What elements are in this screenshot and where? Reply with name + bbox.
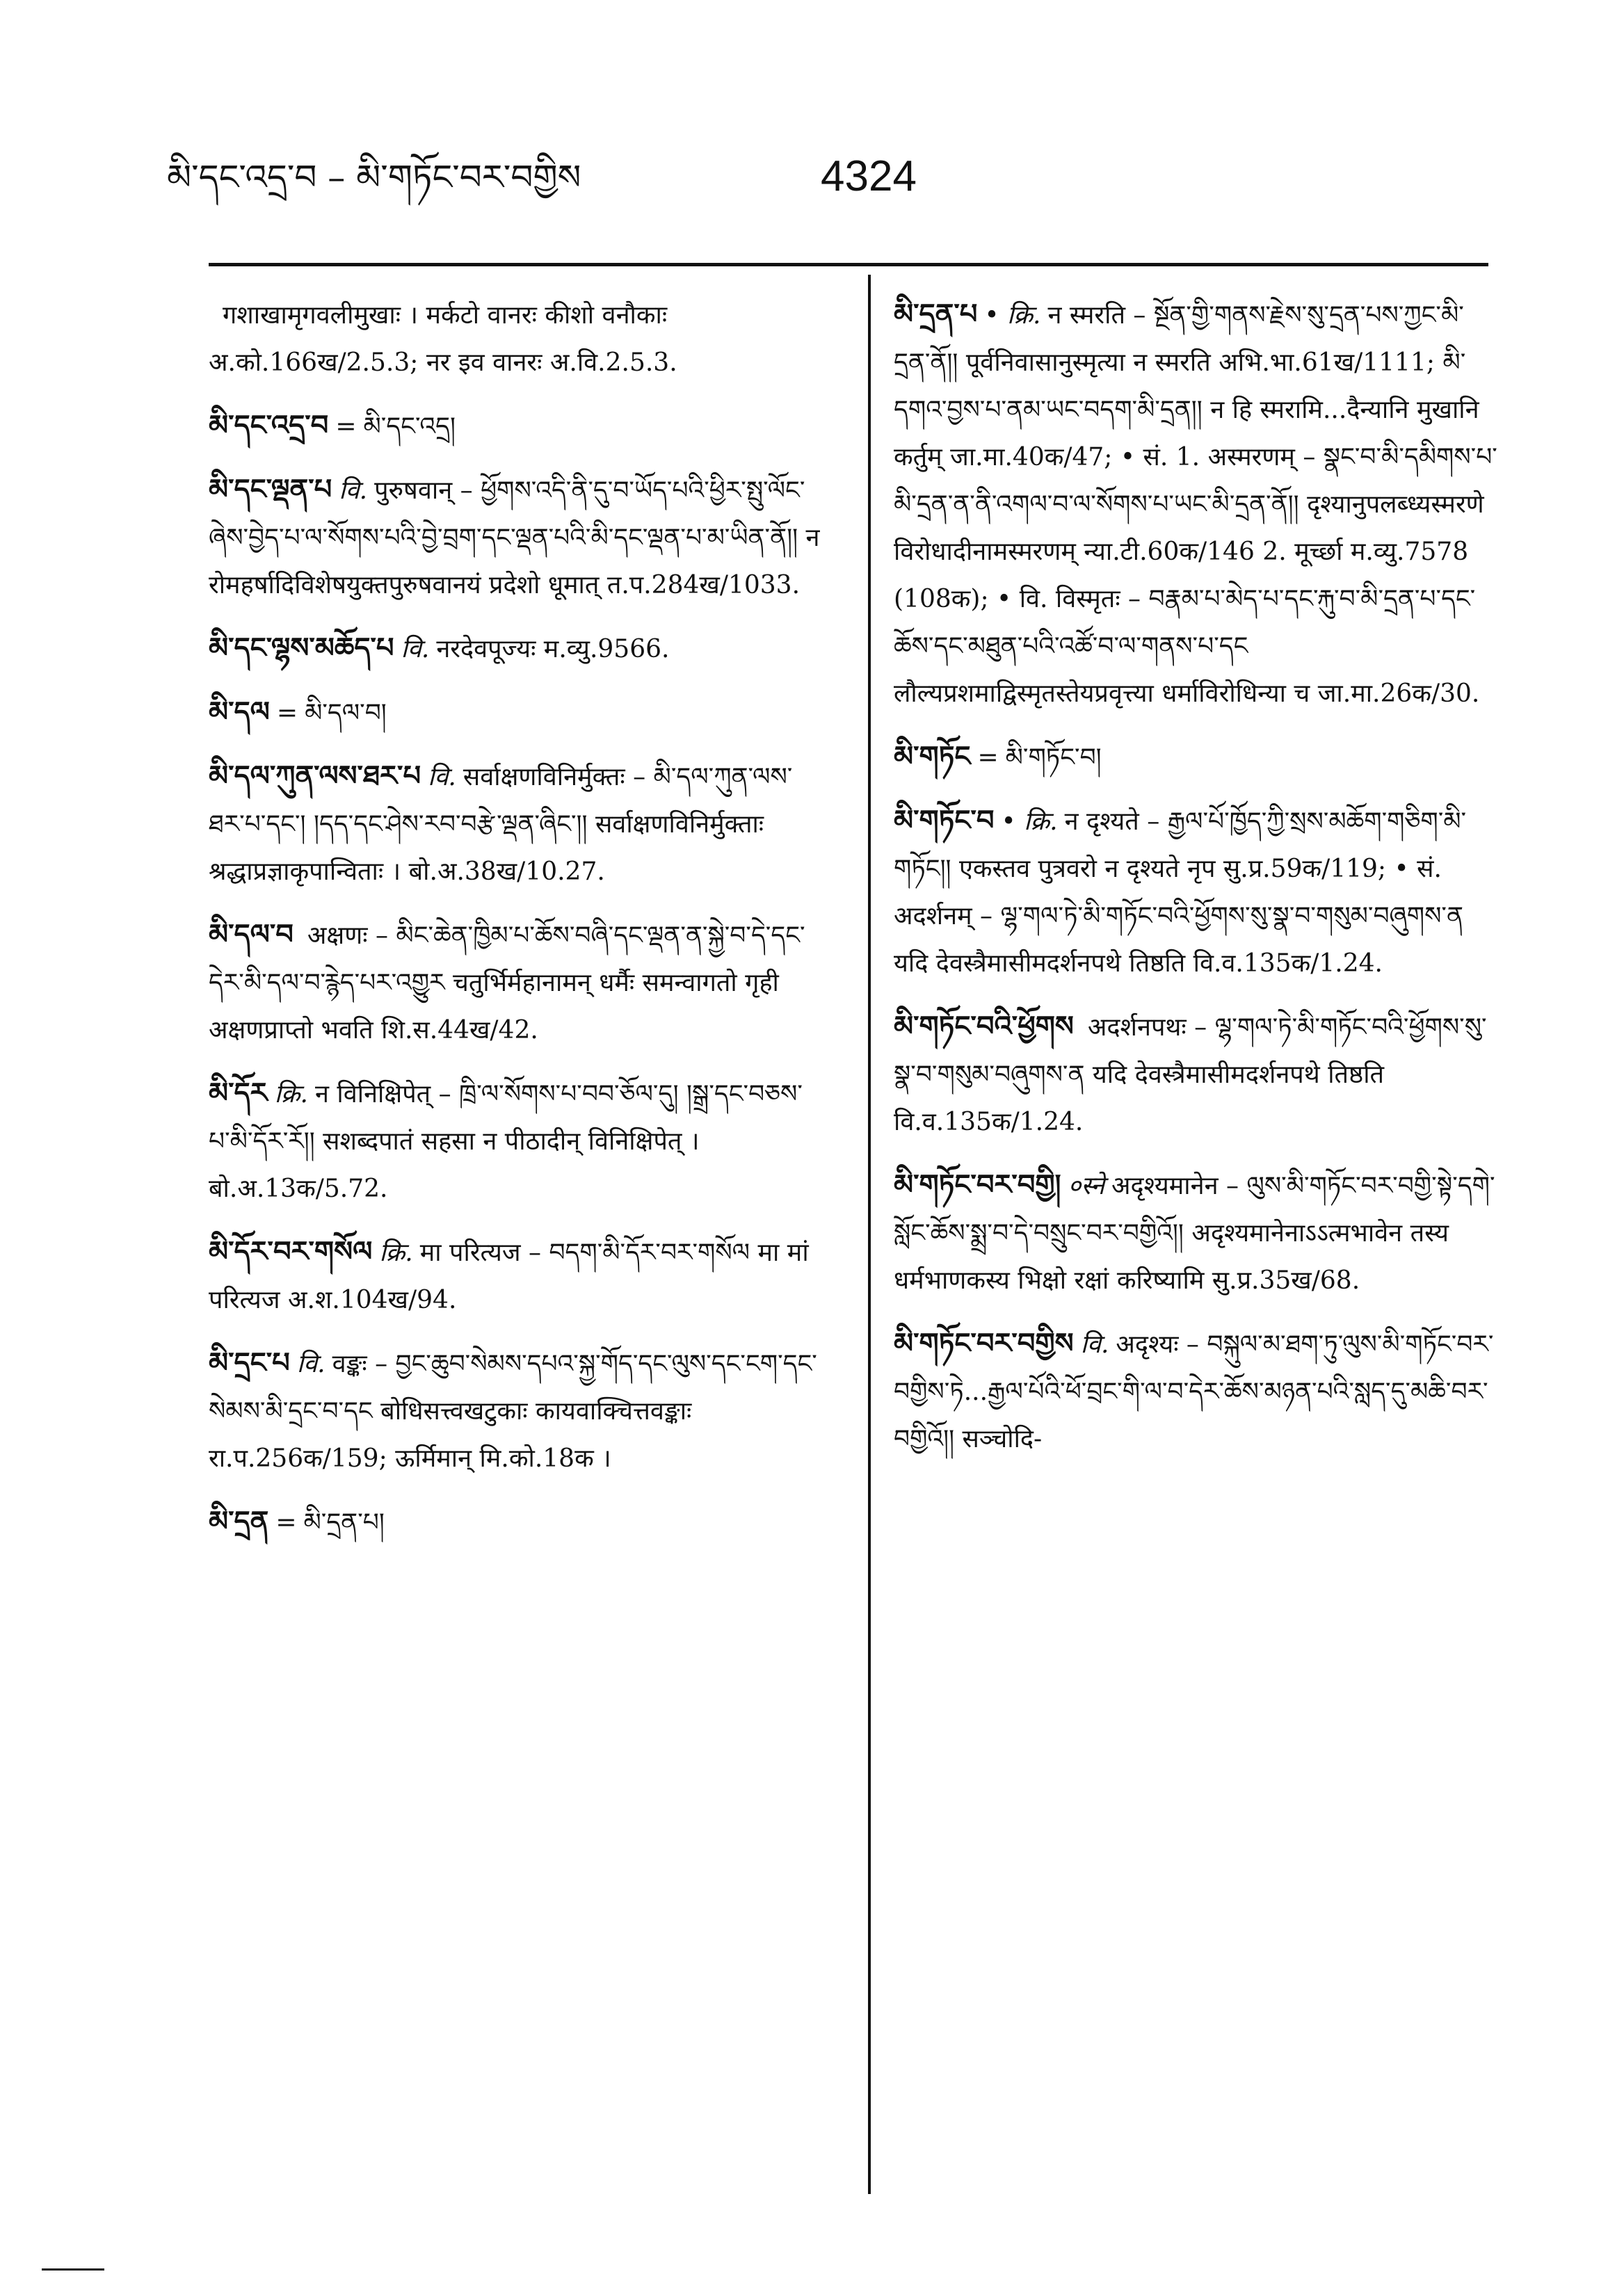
right-column: [894, 291, 1499, 1478]
entry-definition: अदृश्यः – བསྐུལ་མ་ཐག་ཏུ་ལུས་མི་གཏོང་བར་བགྱིས་ཏེ...རྒྱལ་པོའི་ཕོ་བྲང་གི་ལ་བ་དེར་ཆོས་མཉན་པའི་སླད་དུ་མཆི་བར་བགྱིའོ།། सञ्चोदि-: [894, 1330, 1494, 1453]
entry-headword: མི་དྲང་པ: [209, 1346, 290, 1379]
entry-definition: न स्मरति – སྔོན་གྱི་གནས་རྗེས་སུ་དྲན་པས་ཀྱང་མི་དྲན་ནོ།། पूर्वनिवासानुस्मृत्या न स्मरति अभि.भा.61ख/1111; མི་དགའ་བྱས་པ་ནམ་ཡང་བདག་མི་དྲན།། न हि स्मरामि...दैन्यानि मुखानि कर्तुम् जा.मा.40क/47; • सं. 1. अस्मरणम् – སྣང་བ་མི་དམིགས་པ་མི་དྲན་ན་ནི་འགལ་བ་ལ་སོགས་པ་ཡང་མི་དྲན་ནོ།། दृश्यानुपलब्ध्यस्मरणे विरोधादीनामस्मरणम् न्या.टी.60क/146 2. मूर्च्छा म.व्यु.7578 (108क); • वि. विस्मृतः – བརྣམ་པ་མེད་པ་དང་རྐུ་བ་མི་དྲན་པ་དང་ཆོས་དང་མཐུན་པའི་འཚོ་བ་ལ་གནས་པ་དང लौल्यप्रशमाद्विस्मृतस्तेयप्रवृत्त्या धर्माविरोधिन्या च जा.मा.26क/30.: [894, 301, 1497, 708]
entry-definition: नरदेवपूज्यः म.व्यु.9566.: [436, 635, 670, 663]
entry-grammar-label: =: [335, 412, 357, 441]
dictionary-entry: [209, 402, 821, 451]
entry-grammar-label: वि.: [401, 635, 430, 663]
entry-definition: वङ्कः – བྱང་ཆུབ་སེམས་དཔའ་སྐྱ་གོད་དང་ལུས་དང་ངག་དང་སེམས་མི་དྲང་བ་དང बोधिसत्त्वखटुकाः कायवाक्चित्तवङ्काः रा.प.256क/159; ऊर्मिमान् मि.को.18क ।: [209, 1350, 817, 1473]
entry-headword: མི་དང་འདྲ་བ: [209, 409, 329, 442]
entry-definition: མི་དང་འདྲ།: [363, 412, 456, 441]
entry-definition: मा परित्यज – བདག་མི་དོར་བར་གསོལ मा मां परित्यज अ.श.104ख/94.: [209, 1239, 809, 1314]
entry-headword: མི་དལ་ཀུན་ལས་ཐར་པ: [209, 759, 421, 792]
entry-grammar-label: • क्रि.: [1001, 807, 1058, 836]
entry-grammar-label: क्रि.: [274, 1080, 308, 1108]
entry-headword: མི་གཏོང་བ: [894, 804, 995, 837]
entry-headword: མི་གཏོང་བར་བགྱི།: [894, 1168, 1061, 1201]
entry-grammar-label: वि.: [428, 763, 456, 791]
entry-grammar-label: ०स्ने: [1068, 1172, 1104, 1200]
entry-headword: མི་དང་ལྡན་པ: [209, 473, 332, 506]
dictionary-entry: [894, 733, 1499, 782]
entry-headword: མི་དང་ལྷས་མཆོད་པ: [209, 631, 394, 664]
entry-headword: མི་གཏོང: [894, 740, 971, 773]
entry-grammar-label: • क्रि.: [984, 301, 1041, 330]
dictionary-entry: [209, 1339, 821, 1483]
dictionary-entry: [209, 752, 821, 896]
dictionary-entry: [894, 1003, 1499, 1146]
entry-definition: अदर्शनपथः – ལྷ་གལ་ཏེ་མི་གཏོང་བའི་ཕྱོགས་སུ་སྣ་བ་གསུམ་བཞུགས་ན यदि देवस्त्रैमासीमदर्शनपथे तिष्ठति वि.व.135क/1.24.: [894, 1013, 1487, 1136]
dictionary-entry: [894, 291, 1499, 718]
entry-definition: अक्षणः – མིང་ཆེན་ཁྱིམ་པ་ཆོས་བཞི་དང་ལྡན་ན་སྐྱེ་བ་དེ་དང་དེར་མི་དལ་བ་རྙེད་པར་འགྱུར चतुर्भिर्महानामन् धर्मैः समन्वागतो गृही अक्षणप्राप्तो भवति शि.स.44ख/42.: [209, 921, 805, 1045]
running-head: མི་དང་འདྲ་བ – མི་གཏོང་བར་བགྱིས: [167, 157, 581, 197]
dictionary-entry: [209, 624, 821, 673]
dictionary-entry: [894, 797, 1499, 987]
entry-definition: མི་དལ་བ།: [305, 699, 387, 727]
dictionary-entry: [209, 466, 821, 609]
entry-definition: མི་གཏོང་བ།: [1005, 743, 1102, 772]
dictionary-entry: [209, 911, 821, 1054]
entry-headword: མི་དྲན: [209, 1505, 269, 1538]
entry-grammar-label: क्रि.: [379, 1239, 413, 1267]
entry-headword: མི་དོར་བར་གསོལ: [209, 1235, 373, 1268]
footer-rule: [42, 2268, 104, 2271]
entry-headword: མི་དལ: [209, 695, 270, 728]
header-rule: [209, 263, 1488, 266]
entry-definition: सर्वाक्षणविनिर्मुक्तः – མི་དལ་ཀུན་ལས་ཐར་པ་དང་། །དད་དང་ཤེས་རབ་བརྩེ་ལྡན་ཞིང་།། सर्वाक्षणविनिर्मुक्ताः श्रद्धाप्रज्ञाकृपान्विताः । बो.अ.38ख/10.27.: [209, 763, 793, 886]
dictionary-entry: [209, 291, 821, 387]
entry-headword: མི་དོར: [209, 1077, 268, 1109]
dictionary-entry: [894, 1161, 1499, 1305]
entry-grammar-label: वि.: [339, 476, 368, 505]
entry-definition: पुरुषवान् – ཕྱོགས་འདི་ནི་དུ་བ་ཡོད་པའི་ཕྱིར་སྤུ་ལོང་ཞེས་བྱེད་པ་ལ་སོགས་པའི་བྱེ་བྲག་དང་ལྡན་པའི་མི་དང་ལྡན་པ་མ་ཡིན་ནོ།། न रोमहर्षादिविशेषयुक्तपुरुषवानयं प्रदेशो धूमात् त.प.284ख/1033.: [209, 476, 820, 599]
entry-definition: མི་དྲན་པ།: [303, 1508, 385, 1537]
dictionary-entry: [209, 1228, 821, 1324]
entry-grammar-label: वि.: [1080, 1330, 1109, 1359]
entry-definition: न दृश्यते – རྒྱལ་པོ་ཁྱོད་ཀྱི་སྲས་མཆོག་གཅིག་མི་གཏོང།། एकस्तव पुत्रवरो न दृश्यते नृप सु.प्र.59क/119; • सं. अदर्शनम् – ལྷ་གལ་ཏེ་མི་གཏོང་བའི་ཕྱོགས་སུ་སྣ་བ་གསུམ་བཞུགས་ན यदि देवस्त्रैमासीमदर्शनपथे तिष्ठति वि.व.135क/1.24.: [894, 807, 1467, 978]
dictionary-entry: [894, 1320, 1499, 1463]
dictionary-entry: [209, 688, 821, 737]
entry-definition: न विनिक्षिपेत् – ཁྲི་ལ་སོགས་པ་བབ་ཅོལ་དུ། །སྒྲ་དང་བཅས་པ་མི་དོར་རོ།། सशब्दपातं सहसा न पीठादीन् विनिक्षिपेत् । बो.अ.13क/5.72.: [209, 1080, 803, 1203]
entry-headword: མི་དྲན་པ: [894, 298, 978, 330]
entry-headword: མི་དལ་བ: [209, 918, 294, 951]
column-divider: [868, 275, 871, 2194]
entry-headword: མི་གཏོང་བའི་ཕྱོགས: [894, 1010, 1074, 1042]
entry-grammar-label: वि.: [296, 1350, 325, 1378]
entry-grammar-label: =: [276, 699, 298, 727]
page-number: 4324: [821, 152, 917, 200]
entry-definition: अदृश्यमानेन – ལུས་མི་གཏོང་བར་བགྱི་སྟེ་དགེ་སློང་ཆོས་སྨྲ་བ་དེ་བསྲུང་བར་བགྱིའོ།། अदृश्यमानेनाऽऽत्मभावेन तस्य धर्मभाणकस्य भिक्षो रक्षां करिष्यामि सु.प्र.35ख/68.: [894, 1172, 1495, 1295]
entry-grammar-label: =: [977, 743, 999, 772]
dictionary-entry: [209, 1498, 821, 1547]
entry-definition: गशाखामृगवलीमुखाः । मर्कटो वानरः कीशो वनौकाः अ.को.166ख/2.5.3; नर इव वानरः अ.वि.2.5.3.: [209, 301, 677, 377]
entry-grammar-label: =: [275, 1508, 297, 1537]
entry-headword: མི་གཏོང་བར་བགྱིས: [894, 1327, 1074, 1360]
left-column: [209, 291, 821, 1562]
dictionary-entry: [209, 1070, 821, 1213]
